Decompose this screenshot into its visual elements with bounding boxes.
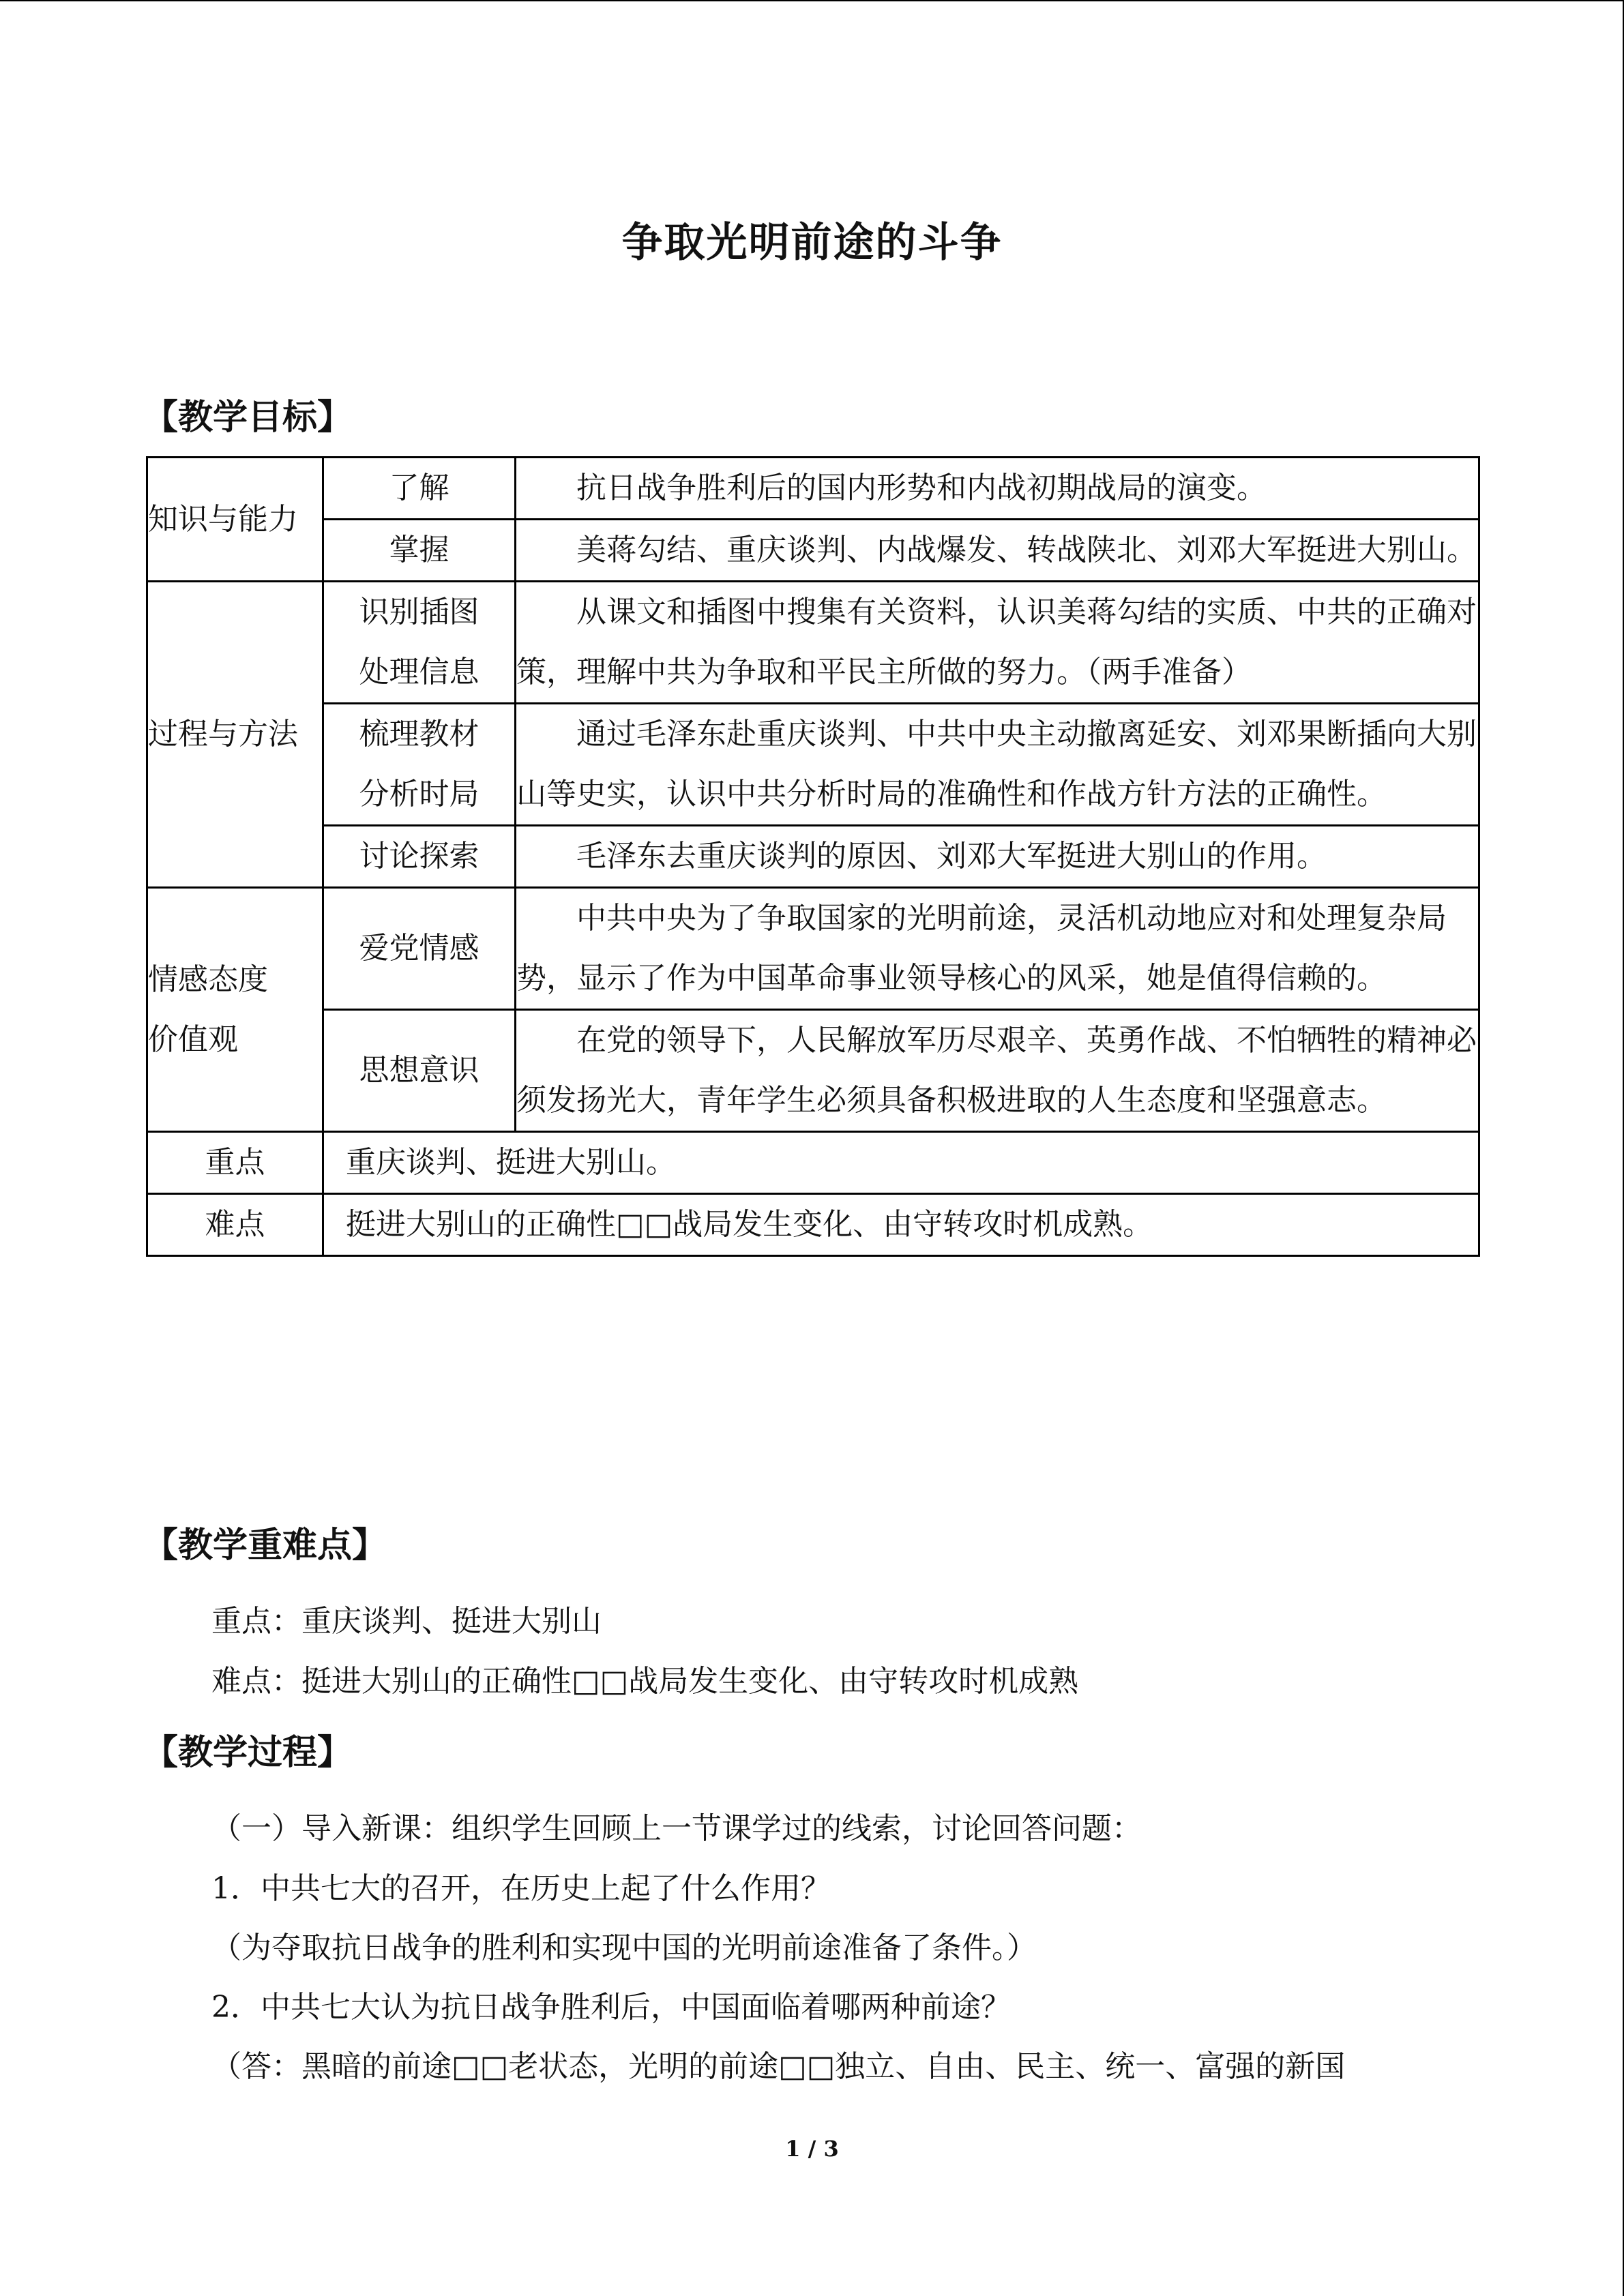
desc-discuss [516, 826, 1479, 888]
desc-understand [516, 458, 1479, 520]
desc-text: 中共中央为了争取国家的光明前途，灵活机动地应对和处理复杂局势，显示了作为中国革命事业领导核心的风采，她是值得信赖的。 [516, 901, 1447, 996]
key-point-line: 重点：重庆谈判、挺进大别山 [211, 1604, 602, 1639]
desc-text: 毛泽东去重庆谈判的原因、刘邓大军挺进大别山的作用。 [576, 839, 1327, 874]
difficulty-value: 挺进大别山的正确性□□战局发生变化、由守转攻时机成熟。 [323, 1194, 1479, 1256]
desc-ideology [516, 1010, 1479, 1132]
process-line-5: （答：黑暗的前途□□老状态，光明的前途□□独立、自由、民主、统一、富强的新国 [211, 2049, 1346, 2084]
sub-love-party: 爱党情感 [323, 888, 516, 1010]
desc-identify [516, 582, 1479, 704]
desc-text: 通过毛泽东赴重庆谈判、中共中央主动撤离延安、刘邓果断插向大别山等史实，认识中共分析时局的准确性和作战方针方法的正确性。 [516, 717, 1477, 811]
table-row [147, 458, 1479, 520]
desc-text: 美蒋勾结、重庆谈判、内战爆发、转战陕北、刘邓大军挺进大别山。 [576, 533, 1477, 567]
table-row [147, 582, 1479, 704]
sub-analyze-line1: 梳理教材 [359, 717, 479, 751]
sub-ideology: 思想意识 [323, 1010, 516, 1132]
table-row [147, 1194, 1479, 1256]
table-row [147, 1010, 1479, 1132]
table-row [147, 888, 1479, 1010]
sub-identify [323, 582, 516, 704]
section-heading-goals: 【教学目标】 [143, 398, 353, 438]
process-line-3: （为夺取抗日战争的胜利和实现中国的光明前途准备了条件。） [211, 1930, 1037, 1965]
difficulty-line: 难点：挺进大别山的正确性□□战局发生变化、由守转攻时机成熟 [211, 1664, 1079, 1699]
category-emotion-line2: 价值观 [148, 1022, 238, 1057]
category-emotion-line1: 情感态度 [148, 961, 268, 997]
category-process: 过程与方法 [147, 582, 323, 888]
difficulty-label: 难点 [147, 1194, 323, 1256]
process-line-2: 1．中共七大的召开，在历史上起了什么作用？ [211, 1871, 831, 1906]
goals-table [146, 456, 1480, 1257]
sub-understand: 了解 [323, 458, 516, 520]
table-row [147, 704, 1479, 826]
desc-love-party [516, 888, 1479, 1010]
table-row [147, 1132, 1479, 1194]
sub-identify-line1: 识别插图 [359, 595, 479, 629]
key-point-label: 重点 [147, 1132, 323, 1194]
sub-analyze-line2: 分析时局 [359, 777, 479, 811]
desc-text: 抗日战争胜利后的国内形势和内战初期战局的演变。 [576, 471, 1267, 505]
sub-analyze [323, 704, 516, 826]
category-knowledge: 知识与能力 [147, 458, 323, 582]
desc-text: 在党的领导下，人民解放军历尽艰辛、英勇作战、不怕牺牲的精神必须发扬光大，青年学生必须具备积极进取的人生态度和坚强意志。 [516, 1023, 1477, 1118]
page-title: 争取光明前途的斗争 [621, 219, 1003, 267]
sub-discuss: 讨论探索 [323, 826, 516, 888]
table-row [147, 520, 1479, 582]
sub-master: 掌握 [323, 520, 516, 582]
desc-master [516, 520, 1479, 582]
category-emotion [147, 888, 323, 1132]
table-row [147, 826, 1479, 888]
desc-text: 从课文和插图中搜集有关资料，认识美蒋勾结的实质、中共的正确对策，理解中共为争取和平民主所做的努力。（两手准备） [516, 595, 1477, 689]
sub-identify-line2: 处理信息 [359, 655, 479, 689]
key-point-value: 重庆谈判、挺进大别山。 [323, 1132, 1479, 1194]
page-border-top [0, 0, 1624, 1]
section-heading-key-points: 【教学重难点】 [143, 1525, 387, 1566]
page-number: 1 / 3 [785, 2136, 839, 2162]
desc-analyze [516, 704, 1479, 826]
section-heading-process: 【教学过程】 [143, 1733, 353, 1773]
process-line-1: （一）导入新课：组织学生回顾上一节课学过的线索，讨论回答问题： [211, 1811, 1142, 1846]
process-line-4: 2．中共七大认为抗日战争胜利后，中国面临着哪两种前途？ [211, 1990, 1011, 2025]
